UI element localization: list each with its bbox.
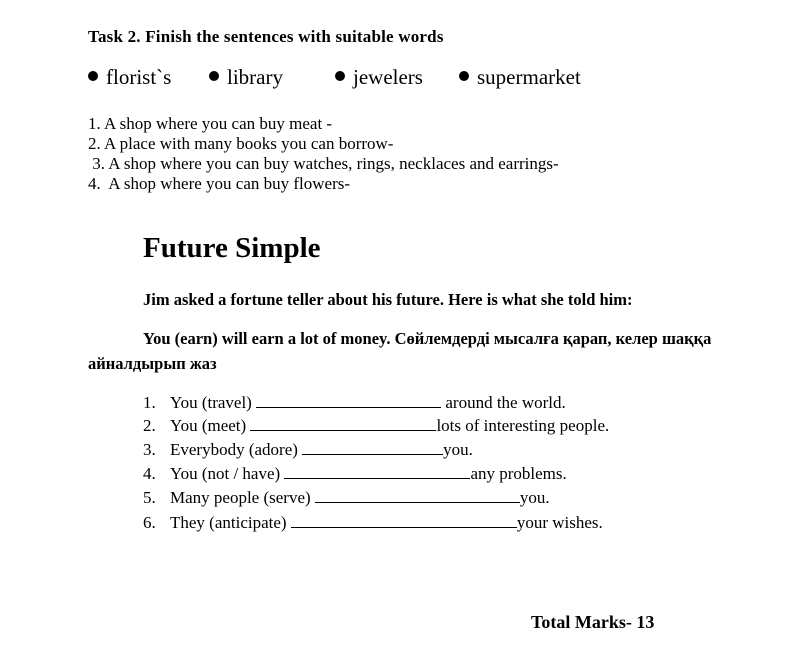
section-title: Future Simple [143,232,321,264]
example-text: You (earn) will earn a lot of money. Сөйлемдерді мысалға қарап, келер шаққа [143,329,712,348]
answer-blank[interactable] [291,514,517,528]
bullet-icon [209,71,219,81]
answer-blank[interactable] [284,465,470,479]
answer-blank[interactable] [256,394,441,408]
answer-blank[interactable] [315,489,520,503]
example-text-continued: айналдырып жаз [88,354,217,373]
sentence: 2. A place with many books you can borrow- [88,134,394,153]
sentence: 3. A shop where you can buy watches, rings, necklaces and earrings- [88,154,559,173]
answer-blank[interactable] [302,441,443,455]
bullet-icon [459,71,469,81]
word-bank [88,65,648,93]
task-title: Task 2. Finish the sentences with suitable words [88,27,444,46]
word-bank-item: library [209,65,283,90]
word-bank-item: jewelers [335,65,423,90]
intro-text: Jim asked a fortune teller about his future. Here is what she told him: [143,290,633,309]
sentence: 1. A shop where you can buy meat - [88,114,333,133]
bullet-icon [88,71,98,81]
total-marks: Total Marks- 13 [531,612,655,632]
word-bank-item: supermarket [459,65,581,90]
word-bank-item: florist`s [88,65,171,90]
bullet-icon [335,71,345,81]
answer-blank[interactable] [250,417,436,431]
sentence: 4. A shop where you can buy flowers- [88,174,351,193]
